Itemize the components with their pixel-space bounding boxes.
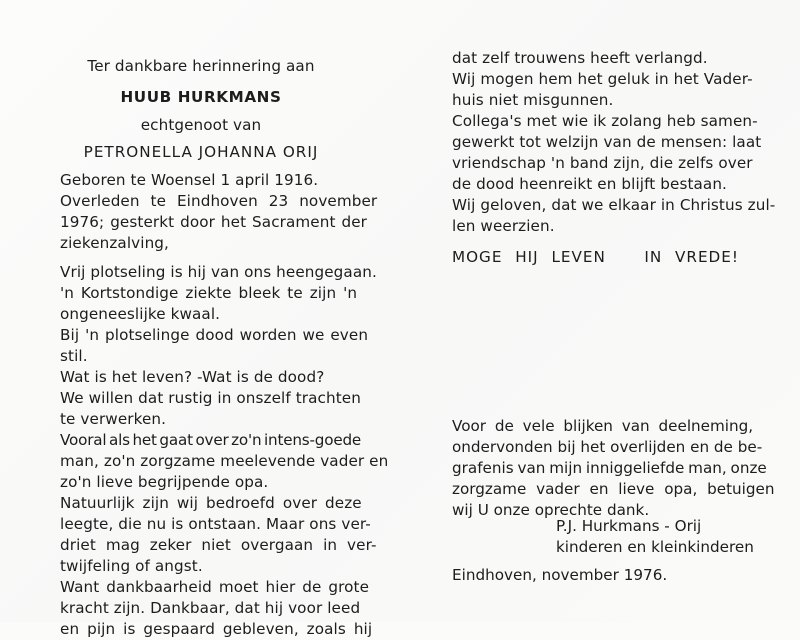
text-line: ziekenzalving, [60, 234, 169, 252]
right-column [452, 48, 776, 268]
text-line: Wat is het leven? -Wat is de dood? [60, 368, 325, 386]
text-line: dat zelf trouwens heeft verlangd. [452, 49, 708, 67]
birth-death-paragraph [60, 170, 378, 254]
text-line: huis niet misgunnen. [452, 91, 614, 109]
text-line: 'n Kortstondige ziekte bleek te zijn 'n [60, 284, 358, 302]
text-line: ondervonden bij het overlijden en de be- [452, 438, 763, 456]
text-line: Vrij plotseling is hij van ons heengegaan. [60, 263, 377, 281]
spouse-label: echtgenoot van [140, 116, 262, 134]
text-line: Natuurlijk zijn wij bedroefd over deze [60, 494, 362, 512]
signature-block [556, 516, 754, 558]
text-line: gewerkt tot welzijn van de mensen: laat [452, 133, 762, 151]
spacer [60, 254, 342, 262]
signature-name: P.J. Hurkmans - Orij [556, 517, 702, 535]
text-line: Bij 'n plotselinge dood worden we even [60, 326, 369, 344]
text-line: grafenis van mijn inniggeliefde man, onze [452, 459, 767, 477]
text-line: Voor de vele blijken van deelneming, [452, 417, 754, 435]
intro-text: Ter dankbare herinnering aan [87, 57, 315, 75]
spouse-name: PETRONELLA JOHANNA ORIJ [83, 143, 319, 161]
signature-family: kinderen en kleinkinderen [556, 538, 754, 556]
obituary-body [60, 262, 389, 640]
obituary-body-continued [452, 48, 776, 237]
text-line: Geboren te Woensel 1 april 1916. [60, 171, 319, 189]
thanks-paragraph [452, 416, 775, 521]
deceased-name: HUUB HURKMANS [120, 88, 282, 106]
text-line: te verwerken. [60, 410, 167, 428]
text-line: Overleden te Eindhoven 23 november [60, 192, 378, 210]
text-line: leegte, die nu is ontstaan. Maar ons ver- [60, 515, 371, 533]
text-line: driet mag zeker niet overgaan in ver- [60, 536, 377, 554]
text-line: wij U onze oprechte dank. [452, 501, 650, 519]
text-line: Wij geloven, dat we elkaar in Christus zul- [452, 196, 776, 214]
text-line: vriendschap 'n band zijn, die zelfs over [452, 154, 753, 172]
closing-blessing: MOGE HIJ LEVEN IN VREDE! [452, 248, 739, 266]
text-line: zorgzame vader en lieve opa, betuigen [452, 480, 775, 498]
text-line: Want dankbaarheid moet hier de grote [60, 578, 370, 596]
text-line: en pijn is gespaard gebleven, zoals hij [60, 620, 373, 638]
text-line: len weerzien. [452, 217, 555, 235]
text-line: de dood heenreikt en blijft bestaan. [452, 175, 727, 193]
text-line: Wij mogen hem het geluk in het Vader- [452, 70, 753, 88]
text-line: Collega's met wie ik zolang heb samen- [452, 112, 758, 130]
text-line: Vooral als het gaat over zo'n intens-goede [60, 431, 362, 449]
place-and-date: Eindhoven, november 1976. [452, 566, 668, 584]
text-line: 1976; gesterkt door het Sacrament der [60, 213, 367, 231]
text-line: man, zo'n zorgzame meelevende vader en [60, 452, 389, 470]
text-line: We willen dat rustig in onszelf trachten [60, 389, 361, 407]
text-line: twijfeling of angst. [60, 557, 203, 575]
text-line: zo'n lieve begrijpende opa. [60, 473, 269, 491]
text-line: stil. [60, 347, 88, 365]
left-column [60, 54, 389, 640]
text-line: kracht zijn. Dankbaar, dat hij voor leed [60, 599, 361, 617]
text-line: ongeneeslijke kwaal. [60, 305, 221, 323]
